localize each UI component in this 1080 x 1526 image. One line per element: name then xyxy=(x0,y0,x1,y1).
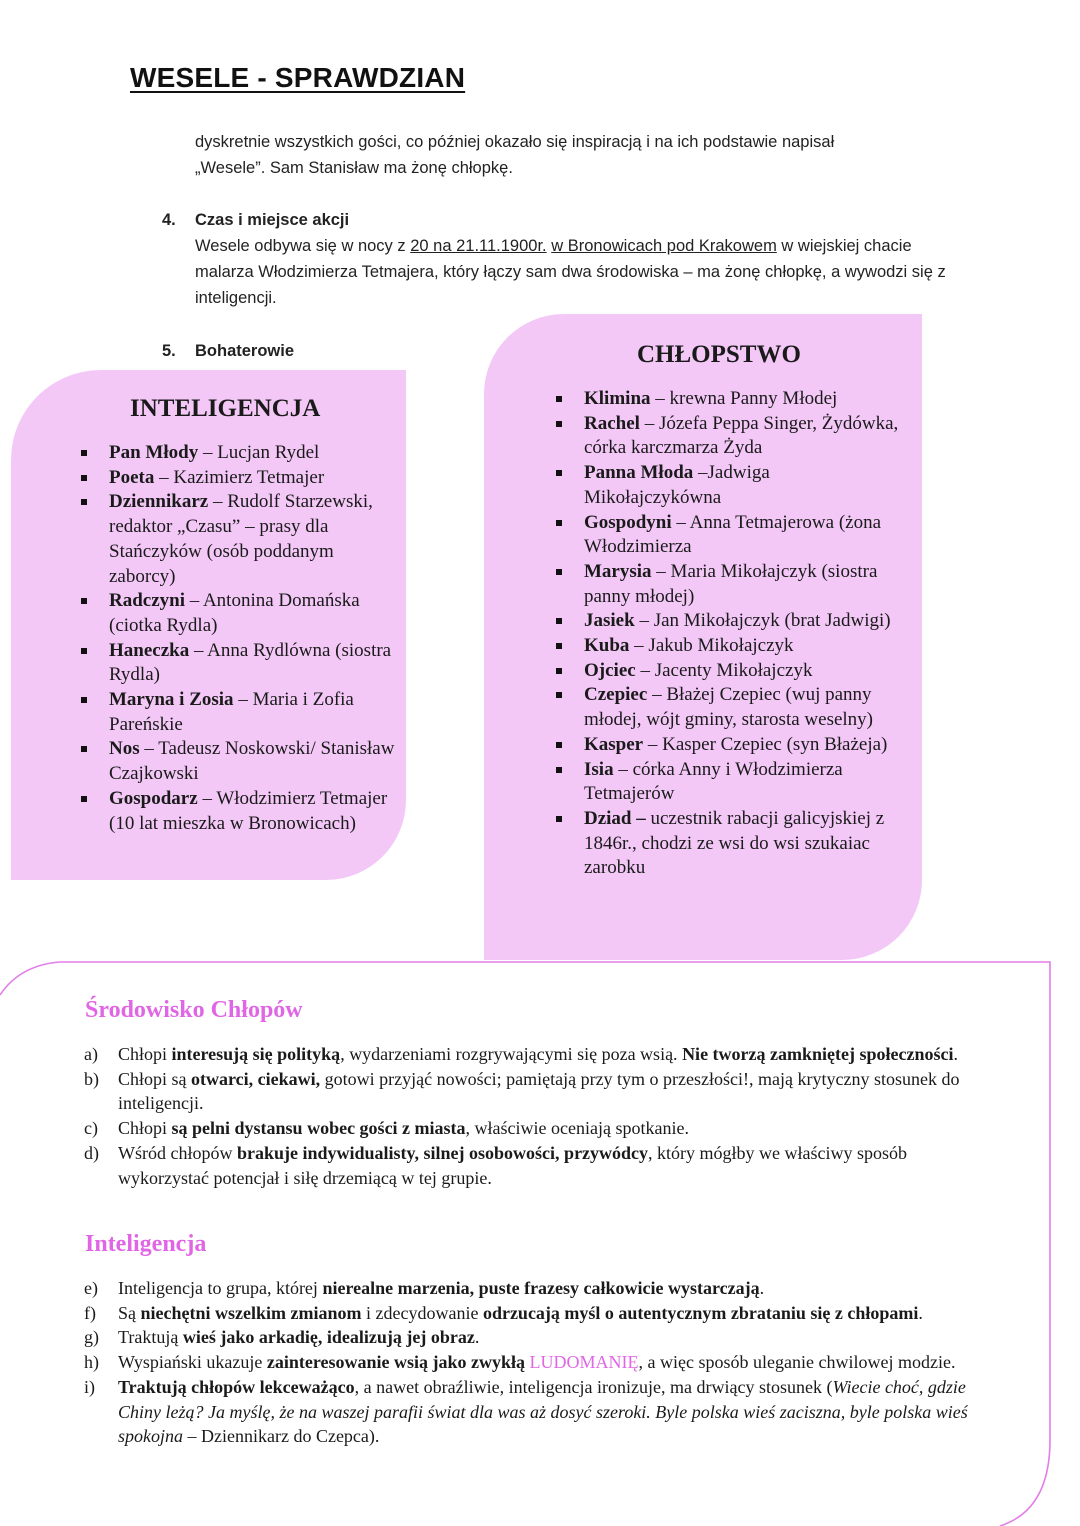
inteligencja-list xyxy=(109,441,399,836)
section-4-number: 4. xyxy=(162,211,176,229)
chlopstwo-list xyxy=(584,387,904,881)
list-item: f) Są niechętni wszelkim zmianom i zdecydowanie odrzucają myśl o autentycznym zbrataniu się z chłopami. xyxy=(84,1302,923,1323)
list-item: Haneczka – Anna Rydlówna (siostra Rydla) xyxy=(109,639,399,688)
list-item: Poeta – Kazimierz Tetmajer xyxy=(109,466,399,491)
place-underlined: w Bronowicach pod Krakowem xyxy=(551,237,777,255)
inteligencja-points-list xyxy=(84,1276,998,1449)
list-item: Czepiec – Błażej Czepiec (wuj panny młodej, wójt gminy, starosta weselny) xyxy=(584,683,904,732)
quote-italic: Wiecie choć, gdzie Chiny leżą? Ja myślę, że na waszej parafii świat dla was aż dosyć szeroki. Byle polska wieś zaciszna, byle polska wieś spokojna xyxy=(118,1376,968,1447)
list-item: Dziennikarz – Rudolf Starzewski, redaktor „Czasu” – prasy dla Stańczyków (osób poddanym zaborcy) xyxy=(109,490,399,589)
list-item: c) Chłopi są pelni dystansu wobec gości z miasta, właściwie oceniają spotkanie. xyxy=(84,1118,689,1139)
list-item: a) Chłopi interesują się polityką, wydarzeniami rozgrywającymi się poza wsią. Nie tworzą zamkniętej społeczności. xyxy=(84,1044,958,1064)
list-item: e) Inteligencja to grupa, której nierealne marzenia, puste frazesy całkowicie wystarczają. xyxy=(84,1278,765,1298)
list-item: i) Traktują chłopów lekceważąco, a nawet obraźliwie, inteligencja ironizuje, ma drwiący stosunek (Wiecie choć, gdzie Chiny leżą? Ja myślę, że na waszej parafii świat dla was aż dosyć szeroki. Byle polska wieś zaciszna, byle polska wieś spokojna – Dziennikarz do Czepca). xyxy=(84,1376,968,1447)
list-item: b) Chłopi są otwarci, ciekawi, gotowi przyjąć nowości; pamiętają przy tym o przeszłości!, mają krytyczny stosunek do inteligencji. xyxy=(84,1068,960,1114)
list-item: Jasiek – Jan Mikołajczyk (brat Jadwigi) xyxy=(584,609,904,634)
srodowisko-chlopow-heading: Środowisko Chłopów xyxy=(85,997,303,1023)
section-5-number: 5. xyxy=(162,342,176,360)
list-item: Pan Młody – Lucjan Rydel xyxy=(109,441,399,466)
list-item: g) Traktują wieś jako arkadię, idealizują jej obraz. xyxy=(84,1327,480,1348)
list-item: Isia – córka Anny i Włodzimierza Tetmajerów xyxy=(584,758,904,807)
list-item: d) Wśród chłopów brakuje indywidualisty, silnej osobowości, przywódcy, który mógłby we właściwy sposób wykorzystać potencjał i siłę drzemiącą w tej grupie. xyxy=(84,1142,908,1188)
list-item: Panna Młoda –Jadwiga Mikołajczykówna xyxy=(584,461,904,510)
date-underlined: 20 na 21.11.1900r. xyxy=(410,237,547,255)
page-title: WESELE - SPRAWDZIAN xyxy=(130,62,466,93)
srodowisko-list xyxy=(84,1042,998,1190)
list-item: Rachel – Józefa Peppa Singer, Żydówka, córka karczmarza Żyda xyxy=(584,412,904,461)
list-item: Nos – Tadeusz Noskowski/ Stanisław Czajkowski xyxy=(109,737,399,786)
list-item: Kuba – Jakub Mikołajczyk xyxy=(584,634,904,659)
list-item: Ojciec – Jacenty Mikołajczyk xyxy=(584,659,904,684)
list-item: Marysia – Maria Mikołajczyk (siostra panny młodej) xyxy=(584,560,904,609)
section-5-heading: Bohaterowie xyxy=(195,342,295,360)
list-item: Gospodyni – Anna Tetmajerowa (żona Włodzimierza xyxy=(584,511,904,560)
list-item: h) Wyspiański ukazuje zainteresowanie wsią jako zwykłą LUDOMANIĘ, a więc sposób uleganie chwilowej modzie. xyxy=(84,1352,956,1373)
list-item: Maryna i Zosia – Maria i Zofia Pareńskie xyxy=(109,688,399,737)
intro-paragraph: dyskretnie wszystkich gości, co później okazało się inspiracją i na ich podstawie napisał „Wesele”. Sam Stanisław ma żonę chłopkę. xyxy=(195,133,835,177)
list-item: Kasper – Kasper Czepiec (syn Błażeja) xyxy=(584,733,904,758)
chlopstwo-title: CHŁOPSTWO xyxy=(637,341,801,368)
list-item: Klimina – krewna Panny Młodej xyxy=(584,387,904,412)
section-4-text: Wesele odbywa się w nocy z 20 na 21.11.1900r. w Bronowicach pod Krakowem w wiejskiej chacie malarza Włodzimierza Tetmajera, który łączy sam dwa środowiska – ma żonę chłopkę, a wywodzi się z inteligencji. xyxy=(195,237,946,307)
list-item: Dziad – uczestnik rabacji galicyjskiej z 1846r., chodzi ze wsi do wsi szukaiac zarobku xyxy=(584,807,904,881)
list-item: Radczyni – Antonina Domańska (ciotka Rydla) xyxy=(109,589,399,638)
section-4-heading: Czas i miejsce akcji xyxy=(195,211,350,229)
inteligencja-heading: Inteligencja xyxy=(85,1231,207,1257)
list-item: Gospodarz – Włodzimierz Tetmajer (10 lat mieszka w Bronowicach) xyxy=(109,787,399,836)
inteligencja-title: INTELIGENCJA xyxy=(130,395,321,422)
ludomania-highlight: LUDOMANIĘ xyxy=(529,1352,639,1373)
